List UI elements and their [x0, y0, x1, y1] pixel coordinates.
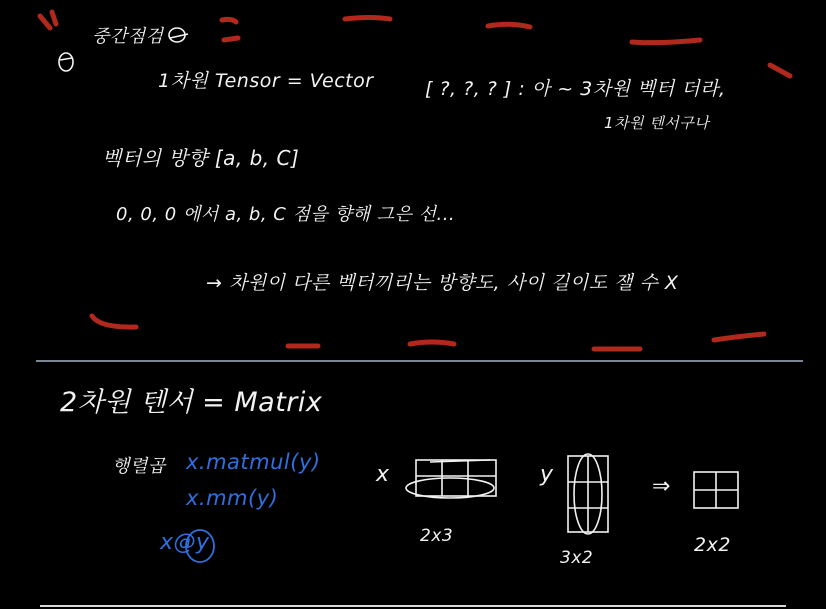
result-matrix-sketch	[694, 472, 738, 508]
origin-line: 0, 0, 0 에서 a, b, C 점을 향해 그은 선...	[116, 204, 456, 225]
result-dim: 2x2	[694, 534, 731, 556]
code-at: x@y	[160, 530, 210, 555]
code-mm: x.mm(y)	[186, 486, 279, 510]
red-mark	[632, 40, 700, 43]
red-mark	[92, 316, 136, 327]
y-matrix-sketch	[568, 454, 608, 534]
red-mark	[40, 12, 56, 28]
red-mark	[224, 38, 238, 40]
y-label: y	[540, 462, 554, 487]
red-mark	[345, 18, 390, 20]
conclusion-line: → 차원이 다른 벡터끼리는 방향도, 사이 길이도 잴 수 X	[206, 272, 679, 294]
matrix-heading: 2차원 텐서 = Matrix	[60, 387, 323, 418]
red-mark	[410, 342, 454, 344]
x-dim: 2x3	[420, 526, 454, 546]
equals-arrow: ⇒	[652, 474, 671, 499]
x-label: x	[376, 462, 390, 487]
code-matmul: x.matmul(y)	[186, 450, 321, 474]
vector-example-subline: 1차원 텐서구나	[604, 114, 710, 132]
y-dim: 3x2	[560, 548, 594, 568]
red-mark	[770, 65, 790, 76]
x-matrix-sketch	[406, 460, 496, 498]
red-mark	[222, 19, 236, 22]
vector-example-line: [ ?, ?, ? ] : 아 ~ 3차원 벡터 더라,	[425, 78, 726, 100]
tensor-vector-line: 1차원 Tensor = Vector	[158, 70, 374, 92]
bullet-icon	[59, 53, 73, 71]
vector-direction-line: 벡터의 방향 [a, b, C]	[102, 146, 300, 170]
red-mark	[714, 334, 764, 340]
red-mark	[488, 24, 530, 27]
heading-midcheck: 중간점검	[92, 26, 164, 47]
matmul-label: 행렬곱	[112, 456, 166, 477]
